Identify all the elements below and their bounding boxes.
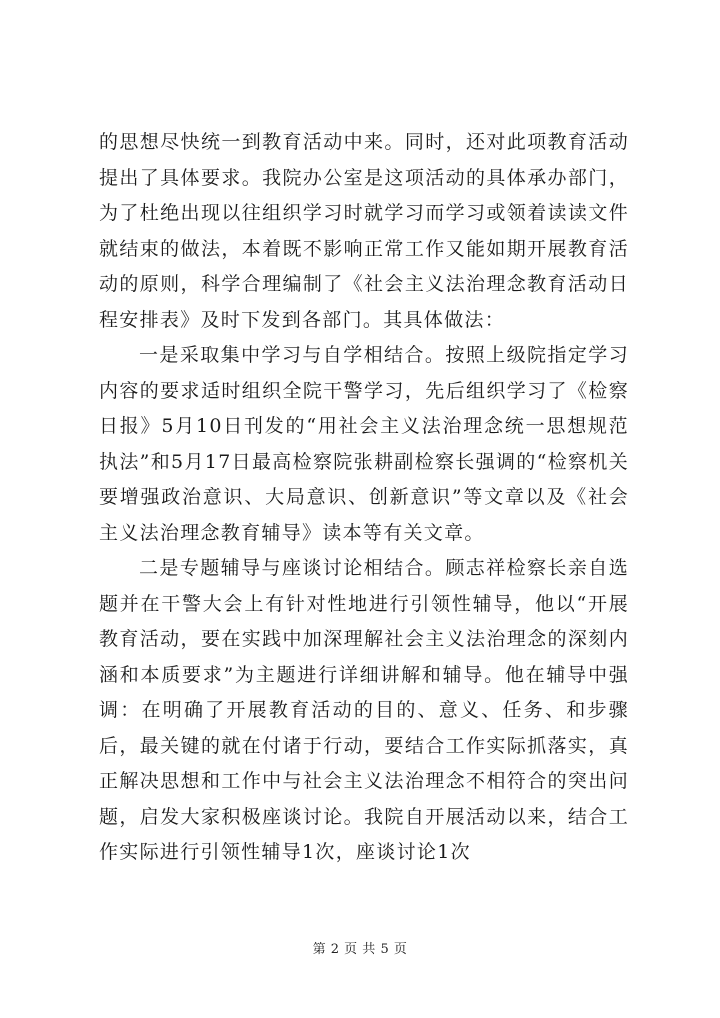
paragraph-2: 一是采取集中学习与自学相结合。按照上级院指定学习内容的要求适时组织全院干警学习，先后组织学习了《检察日报》5月10日刊发的“用社会主义法治理念统一思想规范执法”和5月17日最高检察院张耕副检察长强调的“检察机关要增强政治意识、大局意识、创新意识”等文章以及《社会主义法治理念教育辅导》读本等有关文章。 [99,344,629,544]
page-number-label: 第 2 页 共 5 页 [312,942,408,957]
paragraph-3: 二是专题辅导与座谈讨论相结合。顾志祥检察长亲自选题并在干警大会上有针对性地进行引领性辅导，他以“开展教育活动，要在实践中加深理解社会主义法治理念的深刻内涵和本质要求”为主题进行详细讲解和辅导。他在辅导中强调：在明确了开展教育活动的目的、意义、任务、和步骤后，最关键的就在付诸于行动，要结合工作实际抓落实，真正解决思想和工作中与社会主义法治理念不相符合的突出问题，启发大家积极座谈讨论。我院自开展活动以来，结合工作实际进行引领性辅导1次，座谈讨论1次 [99,557,629,863]
page-footer [0,938,720,957]
paragraph-1: 的思想尽快统一到教育活动中来。同时，还对此项教育活动提出了具体要求。我院办公室是这项活动的具体承办部门，为了杜绝出现以往组织学习时就学习而学习或领着读读文件就结束的做法，本着既不影响正常工作又能如期开展教育活动的原则，科学合理编制了《社会主义法治理念教育活动日程安排表》及时下发到各部门。其具体做法： [99,131,629,331]
document-body [99,125,629,871]
